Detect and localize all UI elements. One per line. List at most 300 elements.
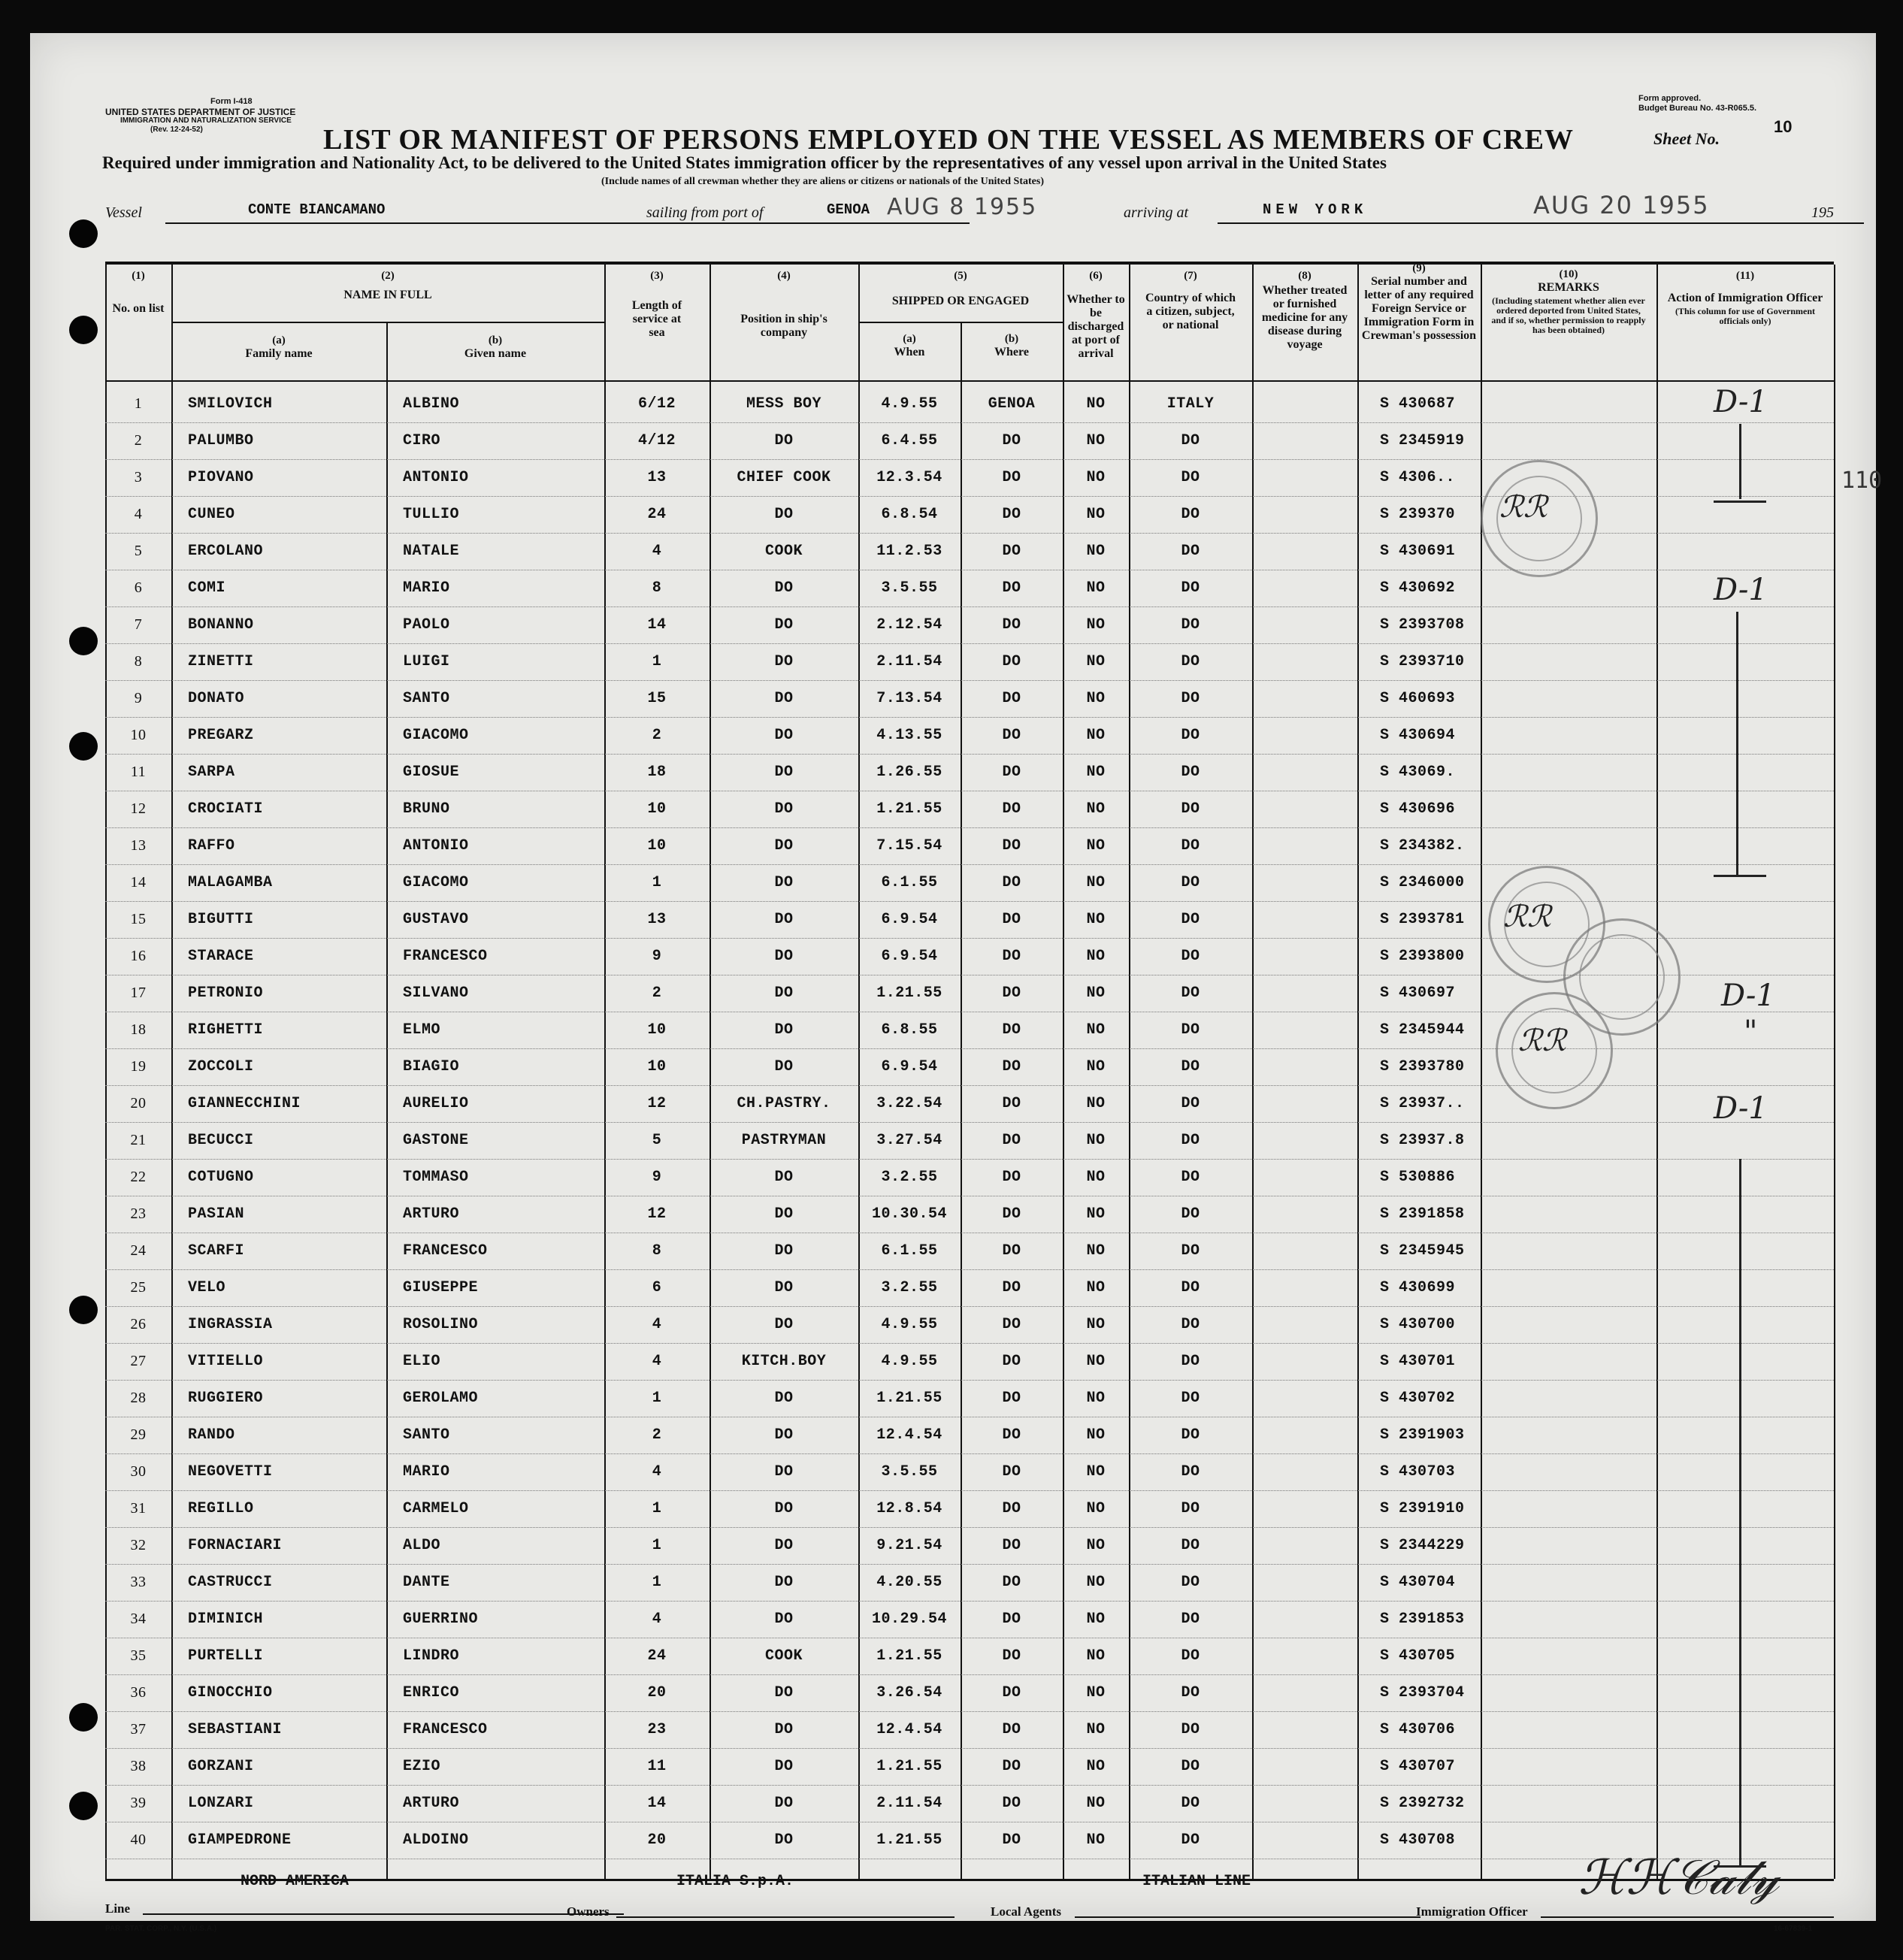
discharged: NO bbox=[1086, 1205, 1106, 1223]
service-length: 8 bbox=[652, 579, 662, 597]
position: CH.PASTRY. bbox=[737, 1095, 831, 1112]
page-subtitle: Required under immigration and Nationality Act, to be delivered to the United States immigration officer by the representatives of any vessel upon arrival in the United States bbox=[102, 153, 1387, 172]
position: DO bbox=[774, 837, 794, 854]
manifest-page bbox=[30, 33, 1883, 1933]
officer-signature: ℋℋ𝒞𝒶𝓁𝓎 bbox=[1578, 1850, 1779, 1906]
service-length: 2 bbox=[652, 985, 662, 1002]
discharged: NO bbox=[1086, 1611, 1106, 1628]
engaged-where: DO bbox=[1002, 985, 1021, 1002]
engaged-where: DO bbox=[1002, 469, 1021, 486]
engaged-where: DO bbox=[1002, 1058, 1021, 1075]
discharged: NO bbox=[1086, 1242, 1106, 1260]
given-name: PAOLO bbox=[403, 616, 450, 634]
service-length: 9 bbox=[652, 1169, 662, 1186]
given-name: EZIO bbox=[403, 1758, 441, 1775]
engaged-when: 6.1.55 bbox=[881, 1242, 938, 1260]
given-name: GIUSEPPE bbox=[403, 1279, 479, 1296]
discharged: NO bbox=[1086, 1316, 1106, 1333]
header-c4: (4) Position in ship's company bbox=[740, 270, 827, 339]
position: DO bbox=[774, 1205, 794, 1223]
engaged-when: 6.8.54 bbox=[881, 506, 938, 523]
engaged-where: DO bbox=[1002, 1169, 1021, 1186]
row-number: 17 bbox=[130, 985, 147, 1001]
country: DO bbox=[1181, 948, 1200, 965]
row-number: 16 bbox=[130, 948, 147, 964]
crew-table bbox=[105, 262, 1834, 1881]
engaged-when: 7.15.54 bbox=[876, 837, 942, 854]
serial-number: S 430692 bbox=[1380, 579, 1456, 597]
sailing-port: GENOA bbox=[827, 201, 870, 218]
row-number: 35 bbox=[130, 1647, 147, 1664]
engaged-where: DO bbox=[1002, 1021, 1021, 1039]
table-row bbox=[105, 1491, 1834, 1528]
row-number: 2 bbox=[134, 432, 143, 449]
discharged: NO bbox=[1086, 1647, 1106, 1665]
engaged-when: 1.21.55 bbox=[876, 1647, 942, 1665]
serial-number: S 2344229 bbox=[1380, 1537, 1465, 1554]
service-length: 6 bbox=[652, 1279, 662, 1296]
service-length: 14 bbox=[647, 1795, 667, 1812]
engaged-where: DO bbox=[1002, 543, 1021, 560]
given-name: ALDOINO bbox=[403, 1831, 469, 1849]
initials-mark: ℛℛ bbox=[1518, 1024, 1566, 1058]
row-number: 12 bbox=[130, 800, 147, 817]
engaged-where: DO bbox=[1002, 1574, 1021, 1591]
position: MESS BOY bbox=[746, 395, 821, 413]
table-row bbox=[105, 718, 1834, 755]
given-name: GIACOMO bbox=[403, 874, 469, 891]
family-name: LONZARI bbox=[188, 1795, 254, 1812]
country: DO bbox=[1181, 1169, 1200, 1186]
service-length: 13 bbox=[647, 469, 667, 486]
service-length: 4 bbox=[652, 1611, 662, 1628]
serial-number: S 2393710 bbox=[1380, 653, 1465, 670]
row-number: 40 bbox=[130, 1831, 147, 1848]
country: DO bbox=[1181, 1132, 1200, 1149]
discharged: NO bbox=[1086, 1390, 1106, 1407]
owners-label: Owners bbox=[567, 1904, 610, 1919]
engaged-when: 6.4.55 bbox=[881, 432, 938, 449]
engaged-when: 11.2.53 bbox=[876, 543, 942, 560]
country: DO bbox=[1181, 1537, 1200, 1554]
discharged: NO bbox=[1086, 727, 1106, 744]
discharged: NO bbox=[1086, 432, 1106, 449]
family-name: ZOCCOLI bbox=[188, 1058, 254, 1075]
row-number: 32 bbox=[130, 1537, 147, 1553]
discharged: NO bbox=[1086, 690, 1106, 707]
row-number: 15 bbox=[130, 911, 147, 927]
family-name: SCARFI bbox=[188, 1242, 245, 1260]
serial-number: S 23937.8 bbox=[1380, 1132, 1465, 1149]
position: DO bbox=[774, 1169, 794, 1186]
sheet-number: 10 bbox=[1774, 117, 1793, 136]
country: DO bbox=[1181, 874, 1200, 891]
bracket-line bbox=[1714, 501, 1766, 503]
serial-number: S 430697 bbox=[1380, 985, 1456, 1002]
given-name: ARTURO bbox=[403, 1205, 460, 1223]
service-length: 2 bbox=[652, 727, 662, 744]
serial-number: S 2393704 bbox=[1380, 1684, 1465, 1701]
header-c1: (1) No. on list bbox=[112, 270, 165, 315]
row-number: 5 bbox=[134, 543, 143, 559]
row-number: 34 bbox=[130, 1611, 147, 1627]
serial-number: S 23937.. bbox=[1380, 1095, 1465, 1112]
given-name: SANTO bbox=[403, 1426, 450, 1444]
initials-mark: ℛℛ bbox=[1503, 900, 1551, 934]
country: DO bbox=[1181, 432, 1200, 449]
row-number: 1 bbox=[134, 395, 143, 412]
family-name: GINOCCHIO bbox=[188, 1684, 273, 1701]
given-name: GASTONE bbox=[403, 1132, 469, 1149]
engaged-when: 6.8.55 bbox=[881, 1021, 938, 1039]
d1-annotation: D-1 bbox=[1714, 1091, 1768, 1126]
family-name: FORNACIARI bbox=[188, 1537, 283, 1554]
service-length: 5 bbox=[652, 1132, 662, 1149]
row-number: 18 bbox=[130, 1021, 147, 1038]
discharged: NO bbox=[1086, 1684, 1106, 1701]
engaged-where: DO bbox=[1002, 764, 1021, 781]
punch-hole bbox=[69, 316, 98, 344]
table-row bbox=[105, 1638, 1834, 1675]
country: DO bbox=[1181, 1242, 1200, 1260]
engaged-when: 12.4.54 bbox=[876, 1426, 942, 1444]
row-number: 31 bbox=[130, 1500, 147, 1517]
position: DO bbox=[774, 1611, 794, 1628]
country: DO bbox=[1181, 1095, 1200, 1112]
service-length: 4 bbox=[652, 1316, 662, 1333]
given-name: SILVANO bbox=[403, 985, 469, 1002]
discharged: NO bbox=[1086, 1831, 1106, 1849]
family-name: GIAMPEDRONE bbox=[188, 1831, 292, 1849]
position: DO bbox=[774, 911, 794, 928]
serial-number: S 430702 bbox=[1380, 1390, 1456, 1407]
engaged-where: DO bbox=[1002, 1537, 1021, 1554]
engaged-when: 6.9.54 bbox=[881, 1058, 938, 1075]
row-number: 37 bbox=[130, 1721, 147, 1738]
discharged: NO bbox=[1086, 1463, 1106, 1481]
serial-number: S 430704 bbox=[1380, 1574, 1456, 1591]
table-row bbox=[105, 644, 1834, 681]
d1-annotation: D-1 bbox=[1714, 385, 1768, 419]
position: DO bbox=[774, 1574, 794, 1591]
row-number: 21 bbox=[130, 1132, 147, 1148]
row-number: 36 bbox=[130, 1684, 147, 1701]
country: DO bbox=[1181, 690, 1200, 707]
country: DO bbox=[1181, 985, 1200, 1002]
discharged: NO bbox=[1086, 469, 1106, 486]
family-name: RAFFO bbox=[188, 837, 235, 854]
d1-annotation: D-1 bbox=[1721, 978, 1775, 1013]
position: DO bbox=[774, 1500, 794, 1517]
family-name: PREGARZ bbox=[188, 727, 254, 744]
discharged: NO bbox=[1086, 1353, 1106, 1370]
engaged-when: 6.9.54 bbox=[881, 911, 938, 928]
country: ITALY bbox=[1166, 395, 1215, 413]
serial-number: S 430691 bbox=[1380, 543, 1456, 560]
row-number: 3 bbox=[134, 469, 143, 485]
engaged-where: DO bbox=[1002, 1684, 1021, 1701]
engaged-where: DO bbox=[1002, 1353, 1021, 1370]
country: DO bbox=[1181, 1463, 1200, 1481]
service-length: 12 bbox=[647, 1205, 667, 1223]
form-revision: (Rev. 12-24-52) bbox=[150, 126, 203, 134]
engaged-where: DO bbox=[1002, 1831, 1021, 1849]
serial-number: S 430707 bbox=[1380, 1758, 1456, 1775]
discharged: NO bbox=[1086, 543, 1106, 560]
table-row bbox=[105, 386, 1834, 423]
serial-number: S 2393708 bbox=[1380, 616, 1465, 634]
engaged-when: 1.21.55 bbox=[876, 1390, 942, 1407]
family-name: RIGHETTI bbox=[188, 1021, 264, 1039]
country: DO bbox=[1181, 1574, 1200, 1591]
serial-number: S 430699 bbox=[1380, 1279, 1456, 1296]
given-name: ANTONIO bbox=[403, 837, 469, 854]
country: DO bbox=[1181, 653, 1200, 670]
engaged-when: 4.9.55 bbox=[881, 395, 938, 413]
discharged: NO bbox=[1086, 395, 1106, 413]
family-name: PIOVANO bbox=[188, 469, 254, 486]
service-length: 4 bbox=[652, 1463, 662, 1481]
engaged-where: DO bbox=[1002, 616, 1021, 634]
country: DO bbox=[1181, 1831, 1200, 1849]
given-name: CARMELO bbox=[403, 1500, 469, 1517]
given-name: GUSTAVO bbox=[403, 911, 469, 928]
family-name: GIANNECCHINI bbox=[188, 1095, 301, 1112]
engaged-where: DO bbox=[1002, 1721, 1021, 1738]
discharged: NO bbox=[1086, 506, 1106, 523]
engaged-when: 12.4.54 bbox=[876, 1721, 942, 1738]
row-number: 38 bbox=[130, 1758, 147, 1774]
position: DO bbox=[774, 616, 794, 634]
position: DO bbox=[774, 1426, 794, 1444]
table-row bbox=[105, 1381, 1834, 1417]
engaged-where: DO bbox=[1002, 432, 1021, 449]
position: KITCH.BOY bbox=[741, 1353, 827, 1370]
country: DO bbox=[1181, 469, 1200, 486]
position: COOK bbox=[764, 1647, 803, 1665]
position: DO bbox=[774, 1684, 794, 1701]
row-number: 19 bbox=[130, 1058, 147, 1075]
position: DO bbox=[774, 1537, 794, 1554]
family-name: SMILOVICH bbox=[188, 395, 273, 413]
header-c11: (11) Action of Immigration Officer (This column for use of Government officials only) bbox=[1667, 270, 1823, 326]
vessel-name: CONTE BIANCAMANO bbox=[248, 201, 386, 218]
row-number: 23 bbox=[130, 1205, 147, 1222]
given-name: ARTURO bbox=[403, 1795, 460, 1812]
discharged: NO bbox=[1086, 1574, 1106, 1591]
serial-number: S 2345944 bbox=[1380, 1021, 1465, 1039]
country: DO bbox=[1181, 1647, 1200, 1665]
form-code: 16-67839-1 bbox=[1774, 1925, 1813, 1933]
punch-hole bbox=[69, 732, 98, 761]
agency-line2: IMMIGRATION AND NATURALIZATION SERVICE bbox=[120, 116, 292, 125]
given-name: ELIO bbox=[403, 1353, 441, 1370]
serial-number: S 2391853 bbox=[1380, 1611, 1465, 1628]
bracket-line bbox=[1736, 612, 1738, 875]
given-name: MARIO bbox=[403, 1463, 450, 1481]
service-length: 15 bbox=[647, 690, 667, 707]
table-row bbox=[105, 791, 1834, 828]
engaged-where: DO bbox=[1002, 1795, 1021, 1812]
engaged-when: 4.9.55 bbox=[881, 1353, 938, 1370]
engaged-when: 4.13.55 bbox=[876, 727, 942, 744]
serial-number: S 430705 bbox=[1380, 1647, 1456, 1665]
position: DO bbox=[774, 800, 794, 818]
discharged: NO bbox=[1086, 1795, 1106, 1812]
position: DO bbox=[774, 653, 794, 670]
country: DO bbox=[1181, 616, 1200, 634]
discharged: NO bbox=[1086, 800, 1106, 818]
given-name: GIOSUE bbox=[403, 764, 460, 781]
family-name: STARACE bbox=[188, 948, 254, 965]
service-length: 11 bbox=[647, 1758, 667, 1775]
engaged-where: DO bbox=[1002, 1758, 1021, 1775]
service-length: 4/12 bbox=[637, 432, 676, 449]
given-name: ROSOLINO bbox=[403, 1316, 479, 1333]
page-subsubtitle: (Include names of all crewman whether they are aliens or citizens or nationals of the United States) bbox=[601, 176, 1044, 187]
service-length: 20 bbox=[647, 1684, 667, 1701]
position: DO bbox=[774, 690, 794, 707]
position: DO bbox=[774, 1316, 794, 1333]
position: DO bbox=[774, 874, 794, 891]
discharged: NO bbox=[1086, 911, 1106, 928]
table-row bbox=[105, 607, 1834, 644]
service-length: 2 bbox=[652, 1426, 662, 1444]
punch-hole bbox=[69, 1296, 98, 1324]
service-length: 1 bbox=[652, 1537, 662, 1554]
engaged-when: 4.9.55 bbox=[881, 1316, 938, 1333]
discharged: NO bbox=[1086, 1021, 1106, 1039]
engaged-where: DO bbox=[1002, 1647, 1021, 1665]
engaged-where: DO bbox=[1002, 1426, 1021, 1444]
engaged-where: DO bbox=[1002, 1279, 1021, 1296]
engaged-when: 1.21.55 bbox=[876, 800, 942, 818]
country: DO bbox=[1181, 1279, 1200, 1296]
row-number: 29 bbox=[130, 1426, 147, 1443]
country: DO bbox=[1181, 1500, 1200, 1517]
country: DO bbox=[1181, 837, 1200, 854]
engaged-when: 1.21.55 bbox=[876, 1831, 942, 1849]
given-name: GIACOMO bbox=[403, 727, 469, 744]
given-name: TOMMASO bbox=[403, 1169, 469, 1186]
engaged-when: 2.12.54 bbox=[876, 616, 942, 634]
given-name: GEROLAMO bbox=[403, 1390, 479, 1407]
discharged: NO bbox=[1086, 1095, 1106, 1112]
service-length: 10 bbox=[647, 1058, 667, 1075]
table-row bbox=[105, 1675, 1834, 1712]
position: DO bbox=[774, 1758, 794, 1775]
initials-mark: ℛℛ bbox=[1499, 490, 1548, 525]
given-name: ENRICO bbox=[403, 1684, 460, 1701]
row-number: 27 bbox=[130, 1353, 147, 1369]
engaged-when: 3.5.55 bbox=[881, 579, 938, 597]
engaged-where: DO bbox=[1002, 506, 1021, 523]
given-name: MARIO bbox=[403, 579, 450, 597]
serial-number: S 4306.. bbox=[1380, 469, 1456, 486]
given-name: NATALE bbox=[403, 543, 460, 560]
punch-hole bbox=[69, 1703, 98, 1732]
header-c7: (7) Country of which a citizen, subject, or national bbox=[1145, 270, 1236, 331]
header-c2: (2) NAME IN FULL bbox=[343, 270, 432, 301]
given-name: BRUNO bbox=[403, 800, 450, 818]
row-number: 25 bbox=[130, 1279, 147, 1296]
header-c3: (3) Length of service at sea bbox=[631, 270, 682, 339]
engaged-where: DO bbox=[1002, 1500, 1021, 1517]
punch-hole bbox=[69, 627, 98, 655]
arriving-label: arriving at bbox=[1124, 204, 1189, 221]
discharged: NO bbox=[1086, 1426, 1106, 1444]
family-name: RUGGIERO bbox=[188, 1390, 264, 1407]
engaged-when: 3.2.55 bbox=[881, 1169, 938, 1186]
family-name: COMI bbox=[188, 579, 226, 597]
country: DO bbox=[1181, 506, 1200, 523]
given-name: LUIGI bbox=[403, 653, 450, 670]
discharged: NO bbox=[1086, 764, 1106, 781]
serial-number: S 530886 bbox=[1380, 1169, 1456, 1186]
table-row bbox=[105, 1786, 1834, 1822]
owners-value: ITALIA S.p.A. bbox=[676, 1873, 794, 1890]
given-name: ALDO bbox=[403, 1537, 441, 1554]
table-row bbox=[105, 1160, 1834, 1196]
position: DO bbox=[774, 1463, 794, 1481]
family-name: VELO bbox=[188, 1279, 226, 1296]
line-value: NORD AMERICA bbox=[241, 1873, 349, 1890]
engaged-where: DO bbox=[1002, 1611, 1021, 1628]
agency-line1: UNITED STATES DEPARTMENT OF JUSTICE bbox=[105, 107, 296, 117]
country: DO bbox=[1181, 911, 1200, 928]
engaged-where: DO bbox=[1002, 727, 1021, 744]
vessel-row bbox=[75, 191, 1834, 225]
ditto-mark: " bbox=[1744, 1015, 1758, 1049]
header-c2a: (a) Family name bbox=[245, 334, 313, 360]
position: DO bbox=[774, 1795, 794, 1812]
engaged-where: DO bbox=[1002, 837, 1021, 854]
service-length: 24 bbox=[647, 506, 667, 523]
given-name: DANTE bbox=[403, 1574, 450, 1591]
row-number: 8 bbox=[134, 653, 143, 670]
engaged-where: DO bbox=[1002, 1316, 1021, 1333]
family-name: CASTRUCCI bbox=[188, 1574, 273, 1591]
given-name: FRANCESCO bbox=[403, 1721, 488, 1738]
serial-number: S 430701 bbox=[1380, 1353, 1456, 1370]
family-name: DIMINICH bbox=[188, 1611, 264, 1628]
service-length: 9 bbox=[652, 948, 662, 965]
discharged: NO bbox=[1086, 874, 1106, 891]
engaged-where: DO bbox=[1002, 1205, 1021, 1223]
year-suffix: 195 bbox=[1811, 204, 1834, 221]
engaged-when: 4.20.55 bbox=[876, 1574, 942, 1591]
footer bbox=[105, 1850, 1834, 1945]
service-length: 24 bbox=[647, 1647, 667, 1665]
given-name: ALBINO bbox=[403, 395, 460, 413]
serial-number: S 234382. bbox=[1380, 837, 1465, 854]
table-row bbox=[105, 755, 1834, 791]
header-c5: (5) SHIPPED OR ENGAGED bbox=[891, 270, 1030, 307]
service-length: 12 bbox=[647, 1095, 667, 1112]
service-length: 10 bbox=[647, 800, 667, 818]
table-row bbox=[105, 828, 1834, 865]
family-name: RANDO bbox=[188, 1426, 235, 1444]
service-length: 13 bbox=[647, 911, 667, 928]
position: DO bbox=[774, 764, 794, 781]
family-name: DONATO bbox=[188, 690, 245, 707]
approval-line2: Budget Bureau No. 43-R065.5. bbox=[1638, 104, 1757, 113]
row-number: 14 bbox=[130, 874, 147, 891]
engaged-when: 7.13.54 bbox=[876, 690, 942, 707]
header-c5b: (b) Where bbox=[994, 333, 1029, 358]
engaged-when: 2.11.54 bbox=[876, 1795, 942, 1812]
serial-number: S 2393781 bbox=[1380, 911, 1465, 928]
